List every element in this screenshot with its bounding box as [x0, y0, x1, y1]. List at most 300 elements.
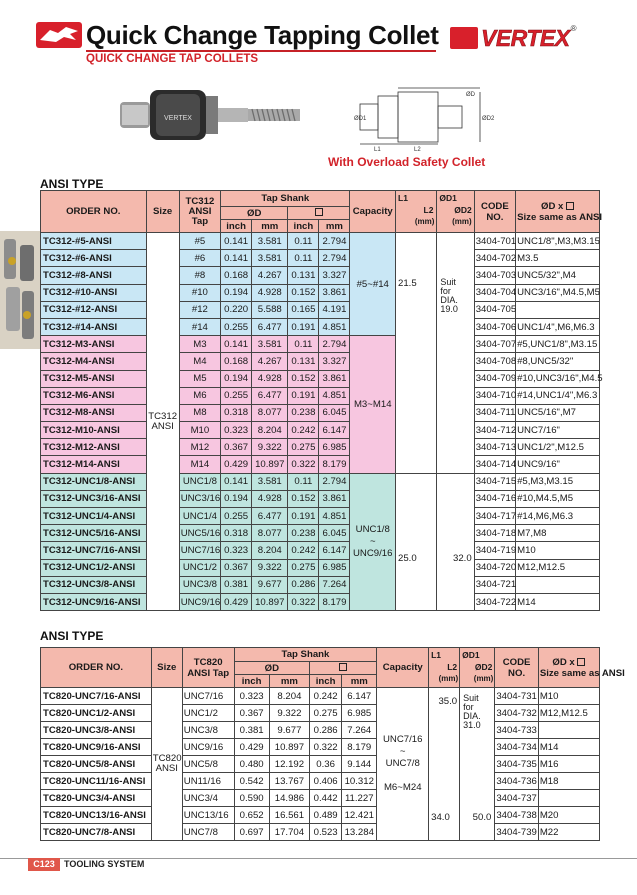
capacity-3: UNC1/8 ~ UNC9/16 — [350, 473, 396, 611]
dx-size — [538, 790, 599, 807]
table-row — [41, 525, 600, 542]
shank-s_in: 0.275 — [288, 439, 319, 456]
section-title-tc820: ANSI TYPE — [40, 629, 104, 643]
shank-s_mm: 4.851 — [319, 318, 350, 335]
shank-s_mm: 12.421 — [342, 807, 377, 824]
col2-capacity: Capacity — [377, 648, 429, 688]
table-row — [41, 387, 600, 404]
shank-s_in: 0.275 — [310, 705, 342, 722]
dx-size: M12,M12.5 — [538, 705, 599, 722]
shank-d_mm: 6.477 — [252, 318, 288, 335]
shank-s_mm: 13.284 — [342, 824, 377, 841]
shank-d_in: 0.168 — [221, 353, 252, 370]
dx-size: #14,UNC1/4",M6.3 — [516, 387, 600, 404]
shank-d_mm: 4.267 — [252, 267, 288, 284]
dx-size — [516, 301, 600, 318]
shank-s_in: 0.191 — [288, 318, 319, 335]
table-row — [41, 790, 600, 807]
col2-tap-shank: Tap Shank — [234, 648, 377, 662]
shank-s_mm: 8.179 — [319, 593, 350, 610]
table-row — [41, 456, 600, 473]
dx-size: #5,UNC1/8",M3.15 — [516, 336, 600, 353]
page-subtitle: QUICK CHANGE TAP COLLETS — [86, 53, 259, 65]
tap-size: UNC3/4 — [182, 790, 234, 807]
order-no: TC820-UNC1/2-ANSI — [41, 705, 152, 722]
label-l1: L1 — [374, 147, 381, 153]
shank-s_mm: 2.794 — [319, 473, 350, 490]
code-no: 3404-722 — [474, 593, 515, 610]
shank-d_mm: 9.322 — [252, 559, 288, 576]
shank-d_in: 0.255 — [221, 508, 252, 525]
code-no: 3404-711 — [474, 404, 515, 421]
col2-order: ORDER NO. — [41, 648, 152, 688]
dx-size: UNC1/4",M6,M6.3 — [516, 318, 600, 335]
shank-s_in: 0.442 — [310, 790, 342, 807]
shank-s_in: 0.152 — [288, 490, 319, 507]
shank-s_mm: 4.851 — [319, 508, 350, 525]
tc820-table — [40, 647, 625, 841]
shank-d_in: 0.318 — [221, 525, 252, 542]
d1-d2-b — [437, 473, 474, 611]
code-no: 3404-718 — [474, 525, 515, 542]
shank-d_mm: 6.477 — [252, 387, 288, 404]
dx-size: M10 — [516, 542, 600, 559]
shank-d_in: 0.194 — [221, 370, 252, 387]
code-no: 3404-701 — [474, 233, 515, 250]
shank-d_in: 0.367 — [234, 705, 269, 722]
code-no: 3404-716 — [474, 490, 515, 507]
col2-d-mm: mm — [269, 675, 309, 688]
dx-size: UNC1/2",M12.5 — [516, 439, 600, 456]
tc312-table — [40, 190, 603, 611]
tap-size: M3 — [179, 336, 220, 353]
col2-tap: TC820 ANSI Tap — [182, 648, 234, 688]
dx-size: UNC5/32",M4 — [516, 267, 600, 284]
order-no: TC820-UNC5/8-ANSI — [41, 756, 152, 773]
tap-size: M4 — [179, 353, 220, 370]
table-row — [41, 542, 600, 559]
code-no: 3404-707 — [474, 336, 515, 353]
l1-l2-a — [396, 233, 437, 474]
tap-size: M8 — [179, 404, 220, 421]
label-d1: ØD1 — [354, 116, 367, 122]
code-no: 3404-720 — [474, 559, 515, 576]
dx-size: UNC7/16" — [516, 422, 600, 439]
shank-d_mm: 14.986 — [269, 790, 309, 807]
shank-d_mm: 4.928 — [252, 370, 288, 387]
shank-d_in: 0.318 — [221, 404, 252, 421]
order-no: TC312-#5-ANSI — [41, 233, 147, 250]
overload-caption: With Overload Safety Collet — [328, 155, 486, 169]
tap-size: UNC1/2 — [179, 559, 220, 576]
shank-s_in: 0.131 — [288, 267, 319, 284]
shank-s_in: 0.191 — [288, 387, 319, 404]
dx-size: M7,M8 — [516, 525, 600, 542]
order-no: TC312-UNC3/8-ANSI — [41, 576, 147, 593]
shank-d_mm: 4.928 — [252, 490, 288, 507]
shank-d_in: 0.141 — [221, 250, 252, 267]
tap-size: M10 — [179, 422, 220, 439]
table-row — [41, 370, 600, 387]
dx-size: #14,M6,M6.3 — [516, 508, 600, 525]
col-square — [288, 207, 350, 220]
l1-bottom: 34.0 — [431, 812, 450, 824]
capacity-2: M3~M14 — [350, 336, 396, 474]
shank-d_mm: 8.204 — [269, 688, 309, 705]
shank-d_in: 0.323 — [221, 542, 252, 559]
dx-size: M16 — [538, 756, 599, 773]
code-no: 3404-702 — [474, 250, 515, 267]
shank-s_in: 0.242 — [288, 542, 319, 559]
col-d-mm: mm — [252, 220, 288, 233]
tap-size: UNC9/16 — [182, 739, 234, 756]
shank-d_mm: 10.897 — [269, 739, 309, 756]
shank-d_mm: 6.477 — [252, 508, 288, 525]
table-row — [41, 773, 600, 790]
shank-d_mm: 3.581 — [252, 233, 288, 250]
shank-s_mm: 7.264 — [319, 576, 350, 593]
tap-size: M14 — [179, 456, 220, 473]
order-no: TC312-#10-ANSI — [41, 284, 147, 301]
code-no: 3404-704 — [474, 284, 515, 301]
shank-s_mm: 2.794 — [319, 336, 350, 353]
shank-s_mm: 11.227 — [342, 790, 377, 807]
tap-size: #14 — [179, 318, 220, 335]
shank-d_mm: 3.581 — [252, 250, 288, 267]
shank-s_in: 0.152 — [288, 284, 319, 301]
size-label: TC312 ANSI — [146, 233, 179, 611]
dx-size: UNC3/16",M4.5,M5 — [516, 284, 600, 301]
table-row — [41, 318, 600, 335]
order-no: TC312-M4-ANSI — [41, 353, 147, 370]
tap-size: UNC7/8 — [182, 824, 234, 841]
dx-size: M22 — [538, 824, 599, 841]
col-order: ORDER NO. — [41, 191, 147, 233]
page-title: Quick Change Tapping Collet — [86, 20, 439, 50]
dx-size: M14 — [538, 739, 599, 756]
order-no: TC312-#14-ANSI — [41, 318, 147, 335]
shank-d_mm: 16.561 — [269, 807, 309, 824]
order-no: TC820-UNC3/4-ANSI — [41, 790, 152, 807]
shank-d_mm: 17.704 — [269, 824, 309, 841]
table-row — [41, 807, 600, 824]
tap-size: #5 — [179, 233, 220, 250]
eagle-logo-icon — [36, 22, 82, 48]
dx-size — [538, 722, 599, 739]
shank-d_in: 0.697 — [234, 824, 269, 841]
order-no: TC312-UNC1/4-ANSI — [41, 508, 147, 525]
shank-s_in: 0.489 — [310, 807, 342, 824]
dx-size: M14 — [516, 593, 600, 610]
shank-d_in: 0.652 — [234, 807, 269, 824]
col-d-inch: inch — [221, 220, 252, 233]
shank-d_mm: 3.581 — [252, 473, 288, 490]
shank-d_mm: 12.192 — [269, 756, 309, 773]
tap-size: #6 — [179, 250, 220, 267]
shank-s_mm: 3.861 — [319, 490, 350, 507]
dx-size: #5,M3,M3.15 — [516, 473, 600, 490]
shank-s_mm: 8.179 — [342, 739, 377, 756]
order-no: TC820-UNC13/16-ANSI — [41, 807, 152, 824]
page-number: C123 — [28, 858, 60, 871]
order-no: TC820-UNC3/8-ANSI — [41, 722, 152, 739]
order-no: TC312-M5-ANSI — [41, 370, 147, 387]
code-no: 3404-737 — [495, 790, 538, 807]
shank-s_in: 0.322 — [288, 593, 319, 610]
shank-s_mm: 2.794 — [319, 233, 350, 250]
shank-d_mm: 9.322 — [252, 439, 288, 456]
shank-s_mm: 6.985 — [319, 439, 350, 456]
shank-d_in: 0.429 — [221, 456, 252, 473]
code-no: 3404-708 — [474, 353, 515, 370]
d2-value-b: 32.0 — [453, 552, 472, 564]
table-row — [41, 473, 600, 490]
shank-s_mm: 3.861 — [319, 370, 350, 387]
shank-d_in: 0.255 — [221, 318, 252, 335]
shank-d_in: 0.381 — [234, 722, 269, 739]
order-no: TC312-M10-ANSI — [41, 422, 147, 439]
shank-s_in: 0.275 — [288, 559, 319, 576]
order-no: TC820-UNC11/16-ANSI — [41, 773, 152, 790]
order-no: TC820-UNC9/16-ANSI — [41, 739, 152, 756]
col-s-inch: inch — [288, 220, 319, 233]
dx-size: UNC1/8",M3,M3.15 — [516, 233, 600, 250]
shank-d_mm: 8.204 — [252, 422, 288, 439]
dx-size — [516, 576, 600, 593]
shank-s_mm: 3.327 — [319, 267, 350, 284]
shank-d_in: 0.323 — [221, 422, 252, 439]
table-row — [41, 233, 600, 250]
order-no: TC820-UNC7/16-ANSI — [41, 688, 152, 705]
col2-l1-l2: L1 L2 (mm) — [429, 648, 460, 688]
d1-d2 — [460, 688, 495, 841]
label-d2: ØD2 — [482, 116, 495, 122]
shank-s_in: 0.152 — [288, 370, 319, 387]
shank-s_in: 0.131 — [288, 353, 319, 370]
col2-size: Size — [151, 648, 182, 688]
col2-dx: ØD x Size same as ANSI — [538, 648, 599, 688]
tap-size: UNC3/16 — [179, 490, 220, 507]
order-no: TC312-UNC1/8-ANSI — [41, 473, 147, 490]
col-tap: TC312 ANSI Tap — [179, 191, 220, 233]
shank-d_in: 0.141 — [221, 233, 252, 250]
code-no: 3404-715 — [474, 473, 515, 490]
order-no: TC312-#8-ANSI — [41, 267, 147, 284]
dx-size: #8,UNC5/32" — [516, 353, 600, 370]
table-row — [41, 490, 600, 507]
shank-d_mm: 13.767 — [269, 773, 309, 790]
shank-d_mm: 9.677 — [252, 576, 288, 593]
code-no: 3404-714 — [474, 456, 515, 473]
shank-s_in: 0.406 — [310, 773, 342, 790]
tap-size: UNC5/16 — [179, 525, 220, 542]
shank-d_mm: 4.928 — [252, 284, 288, 301]
order-no: TC312-M8-ANSI — [41, 404, 147, 421]
shank-s_in: 0.11 — [288, 250, 319, 267]
shank-d_mm: 9.677 — [269, 722, 309, 739]
dx-size: M3.5 — [516, 250, 600, 267]
side-product-photo — [0, 231, 40, 349]
shank-s_mm: 6.985 — [319, 559, 350, 576]
shank-d_mm: 4.267 — [252, 353, 288, 370]
table-row — [41, 439, 600, 456]
order-no: TC312-M3-ANSI — [41, 336, 147, 353]
code-no: 3404-717 — [474, 508, 515, 525]
tap-size: UNC3/8 — [179, 576, 220, 593]
brand-eagle-icon — [450, 27, 478, 49]
dx-size: M10 — [538, 688, 599, 705]
order-no: TC312-UNC7/16-ANSI — [41, 542, 147, 559]
table-row — [41, 353, 600, 370]
tap-size: #10 — [179, 284, 220, 301]
order-no: TC312-#6-ANSI — [41, 250, 147, 267]
code-no: 3404-719 — [474, 542, 515, 559]
table-row — [41, 404, 600, 421]
tap-size: UNC7/16 — [179, 542, 220, 559]
svg-text:VERTEX: VERTEX — [164, 115, 192, 122]
order-no: TC312-UNC5/16-ANSI — [41, 525, 147, 542]
order-no: TC312-#12-ANSI — [41, 301, 147, 318]
shank-d_mm: 10.897 — [252, 456, 288, 473]
table-row — [41, 705, 600, 722]
dx-size: UNC5/16",M7 — [516, 404, 600, 421]
col-capacity: Capacity — [350, 191, 396, 233]
col-s-mm: mm — [319, 220, 350, 233]
registered-mark: ® — [570, 24, 577, 33]
table-row — [41, 250, 600, 267]
d2-bottom: 50.0 — [472, 812, 492, 824]
tap-size: M5 — [179, 370, 220, 387]
tap-size: UNC5/8 — [182, 756, 234, 773]
shank-s_mm: 7.264 — [342, 722, 377, 739]
shank-d_in: 0.367 — [221, 559, 252, 576]
table-row — [41, 336, 600, 353]
table-row — [41, 284, 600, 301]
tap-size: UNC1/8 — [179, 473, 220, 490]
shank-s_mm: 4.191 — [319, 301, 350, 318]
code-no: 3404-736 — [495, 773, 538, 790]
code-no: 3404-706 — [474, 318, 515, 335]
section-title-tc312: ANSI TYPE — [40, 177, 104, 191]
footer-section: TOOLING SYSTEM — [64, 859, 145, 869]
shank-s_mm: 8.179 — [319, 456, 350, 473]
table-row — [41, 422, 600, 439]
label-l2: L2 — [414, 147, 421, 153]
shank-s_mm: 3.327 — [319, 353, 350, 370]
shank-s_in: 0.165 — [288, 301, 319, 318]
col2-code: CODE NO. — [495, 648, 538, 688]
col2-d-inch: inch — [234, 675, 269, 688]
table-row — [41, 688, 600, 705]
capacity-1: #5~#14 — [350, 233, 396, 336]
shank-s_in: 0.242 — [288, 422, 319, 439]
shank-d_in: 0.429 — [234, 739, 269, 756]
shank-d_in: 0.194 — [221, 284, 252, 301]
tap-size: UN11/16 — [182, 773, 234, 790]
shank-s_in: 0.11 — [288, 233, 319, 250]
col2-square — [310, 662, 377, 675]
code-no: 3404-732 — [495, 705, 538, 722]
tap-size: #12 — [179, 301, 220, 318]
suit-note: Suit for DIA. 19.0 — [440, 276, 458, 314]
code-no: 3404-710 — [474, 387, 515, 404]
code-no: 3404-734 — [495, 739, 538, 756]
shank-d_in: 0.141 — [221, 473, 252, 490]
capacity: UNC7/16 ~ UNC7/8 M6~M24 — [377, 688, 429, 841]
brand-name: VERTEX — [481, 24, 570, 51]
col-size: Size — [146, 191, 179, 233]
shank-d_mm: 3.581 — [252, 336, 288, 353]
col-d: ØD — [221, 207, 288, 220]
tap-size: M6 — [179, 387, 220, 404]
shank-s_in: 0.242 — [310, 688, 342, 705]
shank-d_mm: 5.588 — [252, 301, 288, 318]
order-no: TC312-M14-ANSI — [41, 456, 147, 473]
shank-d_in: 0.168 — [221, 267, 252, 284]
shank-s_in: 0.11 — [288, 473, 319, 490]
shank-s_mm: 9.144 — [342, 756, 377, 773]
code-no: 3404-713 — [474, 439, 515, 456]
shank-d_mm: 10.897 — [252, 593, 288, 610]
d1-d2-a — [437, 233, 474, 474]
table-row — [41, 593, 600, 610]
code-no: 3404-721 — [474, 576, 515, 593]
col-tap-shank: Tap Shank — [221, 191, 350, 207]
table-row — [41, 576, 600, 593]
dx-size: M18 — [538, 773, 599, 790]
col2-s-mm: mm — [342, 675, 377, 688]
col-l1-l2: L1 L2 (mm) — [396, 191, 437, 233]
table-row — [41, 824, 600, 841]
dx-size: #10,M4.5,M5 — [516, 490, 600, 507]
shank-s_in: 0.322 — [310, 739, 342, 756]
order-no: TC312-UNC3/16-ANSI — [41, 490, 147, 507]
shank-s_in: 0.322 — [288, 456, 319, 473]
shank-d_in: 0.323 — [234, 688, 269, 705]
dimension-drawing — [340, 82, 500, 152]
order-no: TC312-UNC1/2-ANSI — [41, 559, 147, 576]
brand-logo — [450, 24, 577, 52]
table-row — [41, 267, 600, 284]
tap-size: UNC1/4 — [179, 508, 220, 525]
shank-d_in: 0.542 — [234, 773, 269, 790]
code-no: 3404-733 — [495, 722, 538, 739]
shank-s_mm: 4.851 — [319, 387, 350, 404]
code-no: 3404-739 — [495, 824, 538, 841]
table-row — [41, 722, 600, 739]
code-no: 3404-709 — [474, 370, 515, 387]
order-no: TC820-UNC7/8-ANSI — [41, 824, 152, 841]
table-row — [41, 301, 600, 318]
l1-l2-b — [396, 473, 437, 611]
order-no: TC312-M12-ANSI — [41, 439, 147, 456]
shank-s_mm: 2.794 — [319, 250, 350, 267]
col2-d: ØD — [234, 662, 310, 675]
title-rule — [86, 50, 436, 52]
col-code: CODE NO. — [474, 191, 515, 233]
suit-note: Suit for DIA. 31.0 — [463, 693, 481, 730]
l1-value-b: 25.0 — [398, 552, 417, 564]
code-no: 3404-705 — [474, 301, 515, 318]
shank-s_mm: 6.147 — [342, 688, 377, 705]
col2-s-inch: inch — [310, 675, 342, 688]
shank-s_mm: 6.045 — [319, 525, 350, 542]
shank-s_in: 0.523 — [310, 824, 342, 841]
shank-d_in: 0.429 — [221, 593, 252, 610]
shank-d_in: 0.367 — [221, 439, 252, 456]
shank-s_in: 0.238 — [288, 525, 319, 542]
code-no: 3404-735 — [495, 756, 538, 773]
